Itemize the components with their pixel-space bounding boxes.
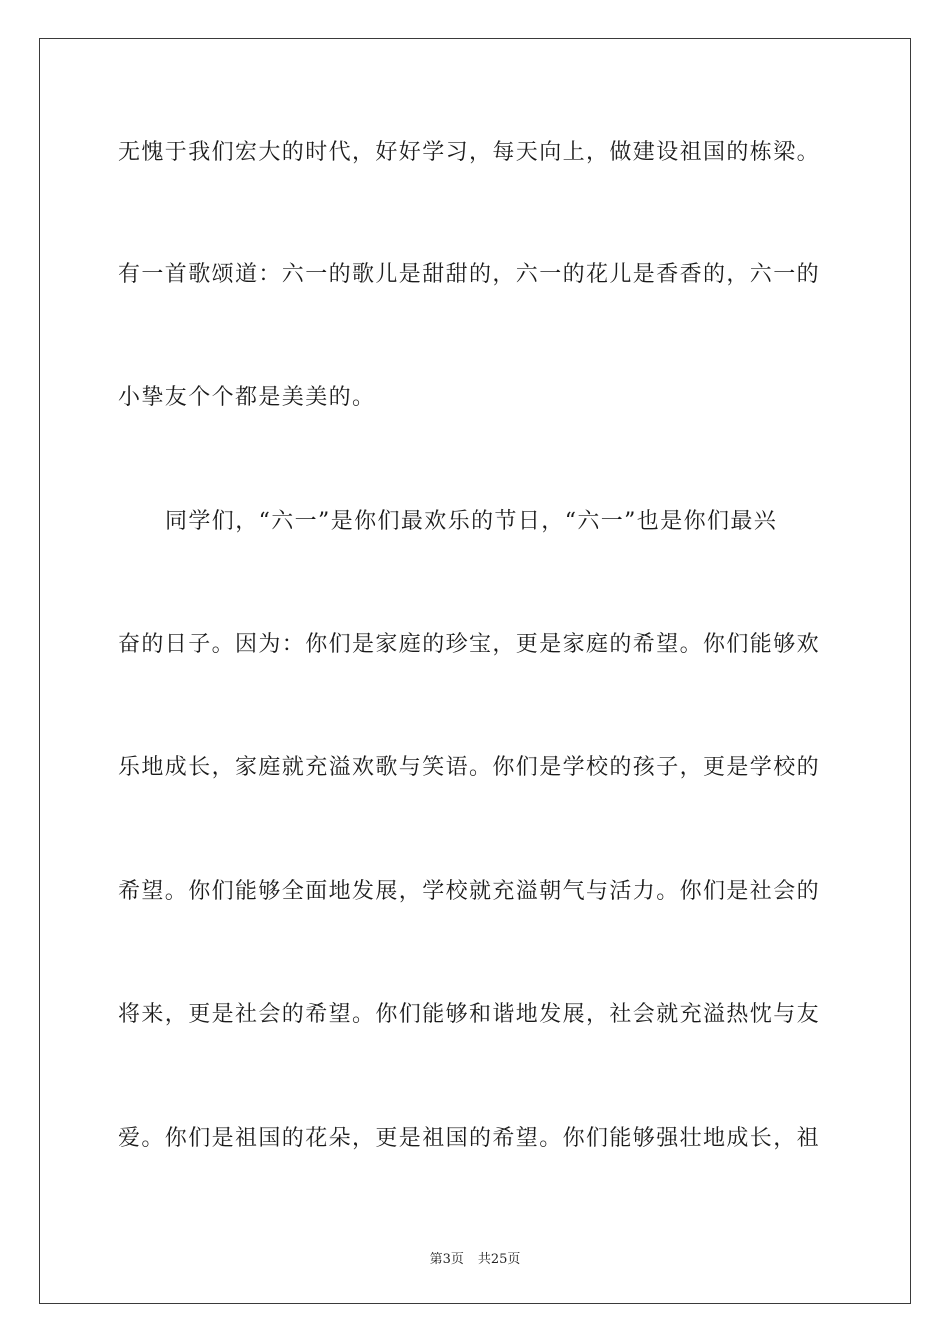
body-line-1: 无愧于我们宏大的时代，好好学习，每天向上，做建设祖国的栋梁。 xyxy=(118,140,821,165)
page-total: 共25页 xyxy=(477,1252,521,1267)
body-line-2: 有一首歌颂道：六一的歌儿是甜甜的，六一的花儿是香香的，六一的 xyxy=(118,262,821,287)
body-line-4-paragraph-start: 同学们，“六一”是你们最欢乐的节日，“六一”也是你们最兴 xyxy=(165,509,778,534)
body-line-9: 爱。你们是祖国的花朵，更是祖国的希望。你们能够强壮地成长，祖 xyxy=(118,1126,821,1151)
body-line-6: 乐地成长，家庭就充溢欢歌与笑语。你们是学校的孩子，更是学校的 xyxy=(118,755,821,780)
body-line-8: 将来，更是社会的希望。你们能够和谐地发展，社会就充溢热忱与友 xyxy=(118,1002,821,1027)
page-footer xyxy=(0,1248,950,1267)
body-line-3: 小挚友个个都是美美的。 xyxy=(118,385,376,410)
page-number: 第3页 xyxy=(429,1252,464,1267)
body-line-5: 奋的日子。因为：你们是家庭的珍宝，更是家庭的希望。你们能够欢 xyxy=(118,632,821,657)
page-border xyxy=(39,38,911,1304)
body-line-7: 希望。你们能够全面地发展，学校就充溢朝气与活力。你们是社会的 xyxy=(118,879,821,904)
